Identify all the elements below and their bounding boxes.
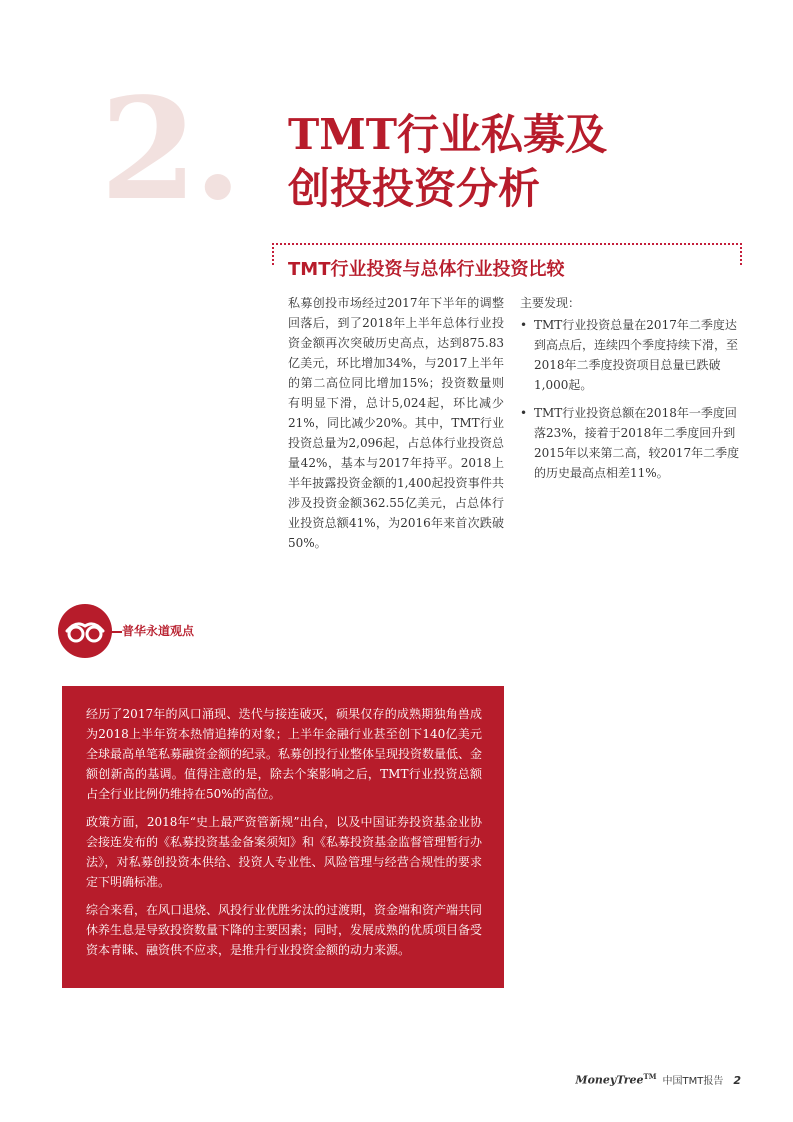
viewpoint-paragraph: 政策方面，2018年“史上最严资管新规”出台，以及中国证券投资基金业协会接连发布的《私募投资基金备案须知》和《私募投资基金监督管理暂行办法》，对私募创投资本供给、投资人专业性、风险管理与经营合规性的要求定下明确标准。 [86, 815, 483, 889]
list-item [520, 315, 742, 395]
key-findings-list [520, 315, 742, 483]
bullet-icon: • [520, 406, 528, 420]
key-findings [520, 293, 742, 491]
section-title: TMT行业投资与总体行业投资比较 [288, 259, 565, 280]
viewpoint-paragraph: 经历了2017年的风口涌现、迭代与接连破灭，硕果仅存的成熟期独角兽成为2018上半年资本热情追捧的对象；上半年金融行业甚至创下140亿美元全球最高单笔私募融资金额的纪录。私募创投行业整体呈现投资数量低、金额创新高的基调。值得注意的是，除去个案影响之后，TMT行业投资总额占全行业比例仍维持在50%的高位。 [86, 707, 483, 801]
footer-brand-name: MoneyTree [575, 1074, 644, 1087]
finding-text: TMT行业投资总额在2018年一季度回落23%，接着于2018年二季度回升到2015年以来第二高，较2017年二季度的历史最高点相差11%。 [534, 406, 740, 480]
footer-brand [575, 1072, 656, 1087]
quote-icon [58, 604, 112, 658]
viewpoint-connector [108, 631, 122, 633]
page-footer [575, 1072, 741, 1087]
finding-text: TMT行业投资总量在2017年二季度达到高点后，连续四个季度持续下滑，至2018年二季度投资项目总量已跌破1,000起。 [534, 318, 739, 392]
chapter-title-line1: TMT行业私募及 [288, 110, 607, 159]
page-number: 2 [733, 1074, 741, 1087]
footer-report-name: 中国TMT报告 [662, 1076, 724, 1087]
chapter-title [288, 108, 607, 216]
key-findings-title: 主要发现： [520, 296, 581, 310]
footer-brand-tm: TM [643, 1072, 657, 1082]
viewpoint-box [62, 686, 504, 988]
chapter-number: 2. [100, 68, 239, 232]
viewpoint-paragraph: 综合来看，在风口退烧、风投行业优胜劣汰的过渡期，资金端和资产端共同休养生息是导致投资数量下降的主要因素；同时，发展成熟的优质项目备受资本青睐、融资供不应求，是推升行业投资金额的动力来源。 [86, 903, 483, 957]
section-body-text: 私募创投市场经过2017年下半年的调整回落后，到了2018年上半年总体行业投资金额再次突破历史高点，达到875.83亿美元，环比增加34%，与2017上半年的第二高位同比增加15%；投资数量则有明显下滑，总计5,024起，环比减少21%，同比减少20%。其中，TMT行业投资总量为2,096起，占总体行业投资总量42%，基本与2017年持平。2018上半年披露投资金额的1,400起投资事件共涉及投资金额362.55亿美元，占总体行业投资总额41%，为2016年来首次跌破50%。 [288, 296, 504, 550]
viewpoint-label: 普华永道观点 [122, 624, 195, 638]
bullet-icon: • [520, 318, 528, 332]
quote-glyph-icon [58, 604, 112, 658]
list-item [520, 403, 742, 483]
chapter-title-line2: 创投投资分析 [288, 164, 541, 213]
